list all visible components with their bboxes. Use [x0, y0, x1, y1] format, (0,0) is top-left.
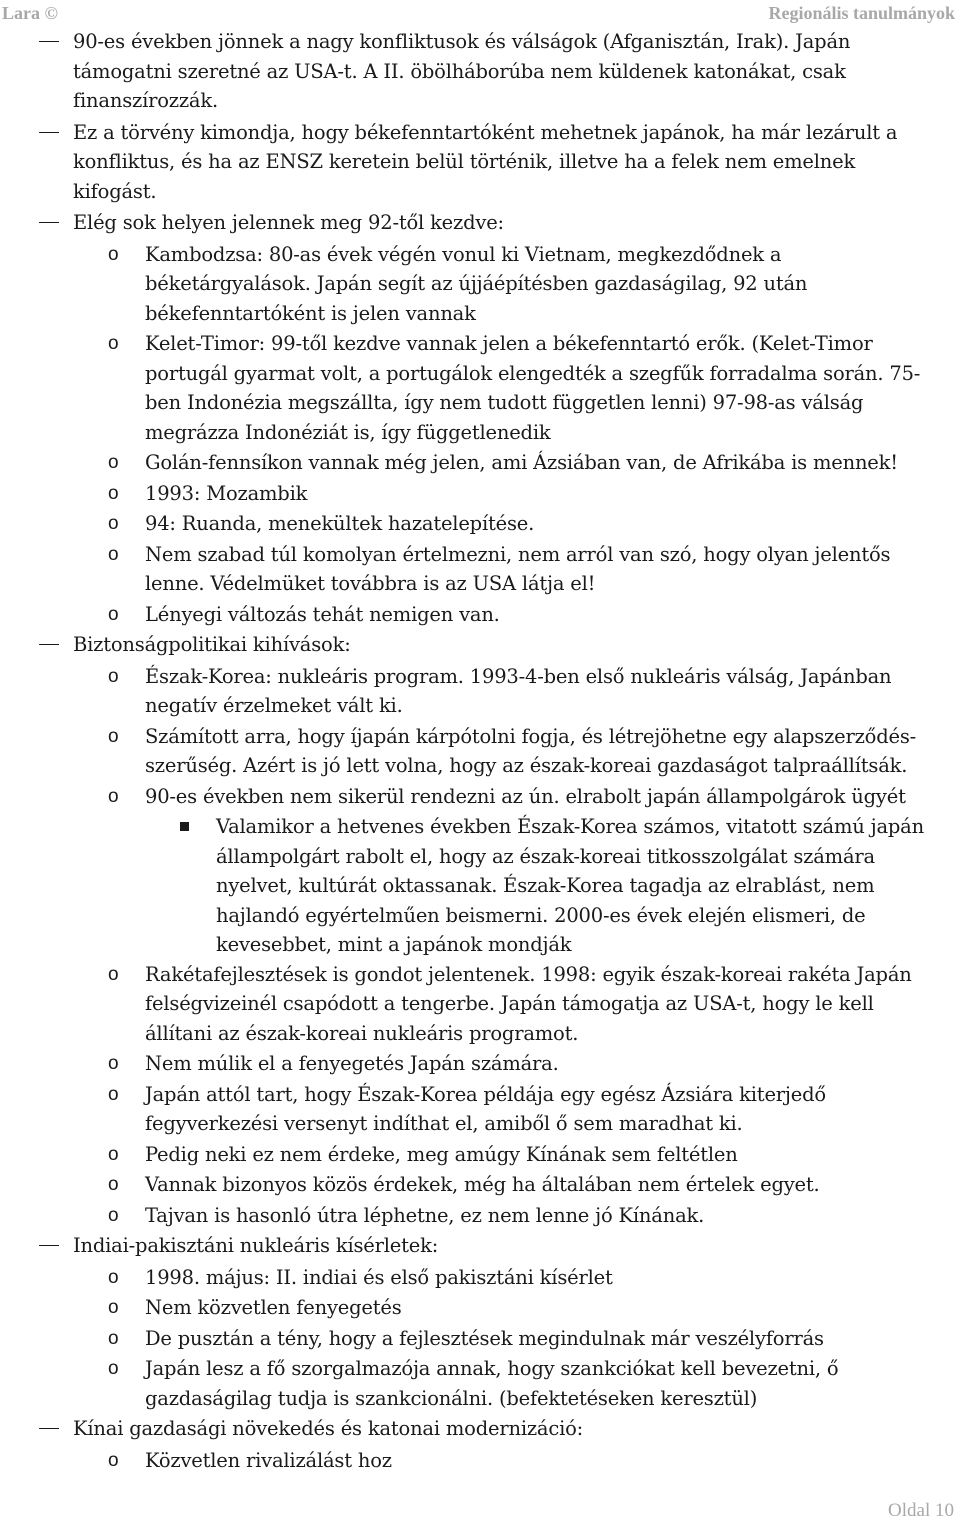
list-item-level-2 [0, 448, 960, 478]
list-item-text: 1993: Mozambik [145, 481, 308, 505]
list-item-text: Japán attól tart, hogy Észak-Korea példája egy egész Ázsiára kiterjedő fegyverkezési versenyt indíthat el, amiből ő sem maradhat ki. [145, 1082, 826, 1135]
list-item-text: 1998. május: II. indiai és első pakisztáni kísérlet [145, 1265, 613, 1289]
dash-bullet-icon [39, 1245, 59, 1246]
circle-bullet-icon: o [108, 333, 119, 354]
square-bullet-icon [180, 822, 189, 831]
list-item-level-3 [0, 812, 960, 960]
header-course-title: Regionális tanulmányok [768, 3, 955, 23]
list-item-level-1 [0, 630, 960, 660]
list-item-text: Nem szabad túl komolyan értelmezni, nem arról van szó, hogy olyan jelentős lenne. Védelmüket továbbra is az USA látja el! [145, 542, 891, 595]
circle-bullet-icon: o [108, 243, 119, 265]
list-item-text: 90-es években nem sikerül rendezni az ún. elrabolt japán állampolgárok ügyét [145, 784, 906, 808]
list-item-text: Rakétafejlesztések is gondot jelentenek. 1998: egyik észak-koreai rakéta Japán felségvizeinél csapódott a tengerbe. Japán támogatja az USA-t, hogy le kell állítani az észak-koreai nukleáris programot. [145, 962, 912, 1045]
list-item-text: Kelet-Timor: 99-től kezdve vannak jelen a békefenntartó erők. (Kelet-Timor portugál gyarmat volt, a portugálok elengedték a szegfűk forradalma során. 75-ben Indonézia megszállta, így nem tudott független lenni) 97-98-as válság megrázza Indonéziát is, így függetlenedik [145, 332, 921, 444]
circle-bullet-icon: o [108, 725, 119, 747]
list-item-level-2 [0, 1446, 960, 1476]
circle-bullet-icon: o [108, 1053, 119, 1074]
list-item-level-1 [0, 1231, 960, 1261]
list-item-text: Vannak bizonyos közös érdekek, még ha általában nem értelek egyet. [145, 1173, 820, 1196]
list-item-text: Észak-Korea: nukleáris program. 1993-4-ben első nukleáris válság, Japánban negatív érzelmeket vált ki. [145, 664, 892, 717]
list-item-text: Nem múlik el a fenyegetés Japán számára. [145, 1052, 559, 1075]
list-item-text: 90-es években jönnek a nagy konfliktusok és válságok (Afganisztán, Irak). Japán támogatni szeretné az USA-t. A II. öbölháborúba nem küldenek katonákat, csak finanszírozzák. [73, 30, 851, 112]
list-item-text: Elég sok helyen jelennek meg 92-től kezdve: [73, 211, 504, 234]
list-item-text: Lényegi változás tehát nemigen van. [145, 602, 500, 626]
page-number: Oldal 10 [888, 1500, 954, 1521]
circle-bullet-icon: o [108, 785, 119, 807]
list-item-level-2 [0, 600, 960, 630]
circle-bullet-icon: o [108, 1266, 119, 1288]
list-item-level-1 [0, 118, 960, 207]
list-item-level-2 [0, 1140, 960, 1170]
circle-bullet-icon: o [108, 1204, 119, 1226]
list-item-text: Japán lesz a fő szorgalmazója annak, hogy szankciókat kell bevezetni, ő gazdaságilag tudja is szankcionálni. (befektetéseken keresztül) [145, 1357, 839, 1410]
list-item-text: Számított arra, hogy íjapán kárpótolni fogja, és létrejöhetne egy alapszerződés-szerűség. Azért is jó lett volna, hogy az észak-koreai gazdaságot talpraállítsák. [145, 724, 917, 777]
list-item-text: Indiai-pakisztáni nukleáris kísérletek: [73, 1234, 439, 1257]
list-item-level-2 [0, 540, 960, 599]
list-item-text: Biztonságpolitikai kihívások: [73, 633, 351, 656]
list-item-level-2 [0, 722, 960, 781]
list-item-level-2 [0, 1324, 960, 1354]
list-item-level-2 [0, 1293, 960, 1323]
circle-bullet-icon: o [108, 452, 119, 473]
list-item-text: Kambodzsa: 80-as évek végén vonul ki Vietnam, megkezdődnek a béketárgyalások. Japán segít az újjáépítésben gazdaságilag, 92 után békefenntartóként is jelen vannak [145, 242, 808, 325]
list-item-level-2 [0, 1049, 960, 1079]
circle-bullet-icon: o [108, 665, 119, 687]
list-item-level-2 [0, 1170, 960, 1200]
circle-bullet-icon: o [108, 1143, 119, 1165]
circle-bullet-icon: o [108, 1083, 119, 1105]
list-item-level-2 [0, 782, 960, 812]
list-item-level-2 [0, 1263, 960, 1293]
list-item-level-2 [0, 329, 960, 447]
list-item-text: Pedig neki ez nem érdeke, meg amúgy Kínának sem feltétlen [145, 1142, 738, 1166]
circle-bullet-icon: o [108, 1358, 119, 1379]
circle-bullet-icon: o [108, 513, 119, 534]
list-item-text: Golán-fennsíkon vannak még jelen, ami Ázsiában van, de Afrikába is mennek! [145, 451, 898, 474]
circle-bullet-icon: o [108, 482, 119, 504]
list-item-text: Nem közvetlen fenyegetés [145, 1296, 402, 1319]
circle-bullet-icon: o [108, 1297, 119, 1318]
list-item-text: 94: Ruanda, menekültek hazatelepítése. [145, 512, 535, 535]
list-item-level-2 [0, 1201, 960, 1231]
circle-bullet-icon: o [108, 603, 119, 625]
circle-bullet-icon: o [108, 1327, 119, 1349]
list-item-level-2 [0, 662, 960, 721]
list-item-level-2 [0, 960, 960, 1049]
list-item-level-1 [0, 208, 960, 238]
dash-bullet-icon [39, 132, 59, 133]
circle-bullet-icon: o [108, 543, 119, 565]
dash-bullet-icon [39, 222, 59, 223]
list-item-text: Valamikor a hetvenes években Észak-Korea számos, vitatott számú japán állampolgárt rabolt el, hogy az észak-koreai titkosszolgálat számára nyelvet, kultúrát oktassanak. Észak-Korea tagadja az elrablást, nem hajlandó egyértelműen beismerni. 2000-es évek elején elismeri, de kevesebbet, mint a japánok mondják [216, 815, 924, 956]
dash-bullet-icon [39, 644, 59, 645]
list-item-level-2 [0, 1354, 960, 1413]
list-item-level-2 [0, 240, 960, 329]
circle-bullet-icon: o [108, 1174, 119, 1195]
circle-bullet-icon: o [108, 963, 119, 985]
list-item-level-2 [0, 479, 960, 509]
list-item-text: De pusztán a tény, hogy a fejlesztések megindulnak már veszélyforrás [145, 1326, 824, 1350]
list-item-level-2 [0, 1080, 960, 1139]
list-item-text: Ez a törvény kimondja, hogy békefenntartóként mehetnek japánok, ha már lezárult a konfliktus, és ha az ENSZ keretein belül történik, illetve ha a felek nem emelnek kifogást. [73, 120, 898, 203]
circle-bullet-icon: o [108, 1449, 119, 1471]
list-item-level-1 [0, 27, 960, 116]
list-item-text: Tajvan is hasonló útra léphetne, ez nem lenne jó Kínának. [145, 1203, 705, 1227]
dash-bullet-icon [39, 1428, 59, 1429]
list-item-level-1 [0, 1414, 960, 1444]
list-item-level-2 [0, 509, 960, 539]
header-author: Lara © [2, 3, 58, 23]
document-body [0, 27, 960, 1476]
list-item-text: Közvetlen rivalizálást hoz [145, 1448, 392, 1472]
list-item-text: Kínai gazdasági növekedés és katonai modernizáció: [73, 1417, 584, 1440]
dash-bullet-icon [39, 41, 59, 42]
